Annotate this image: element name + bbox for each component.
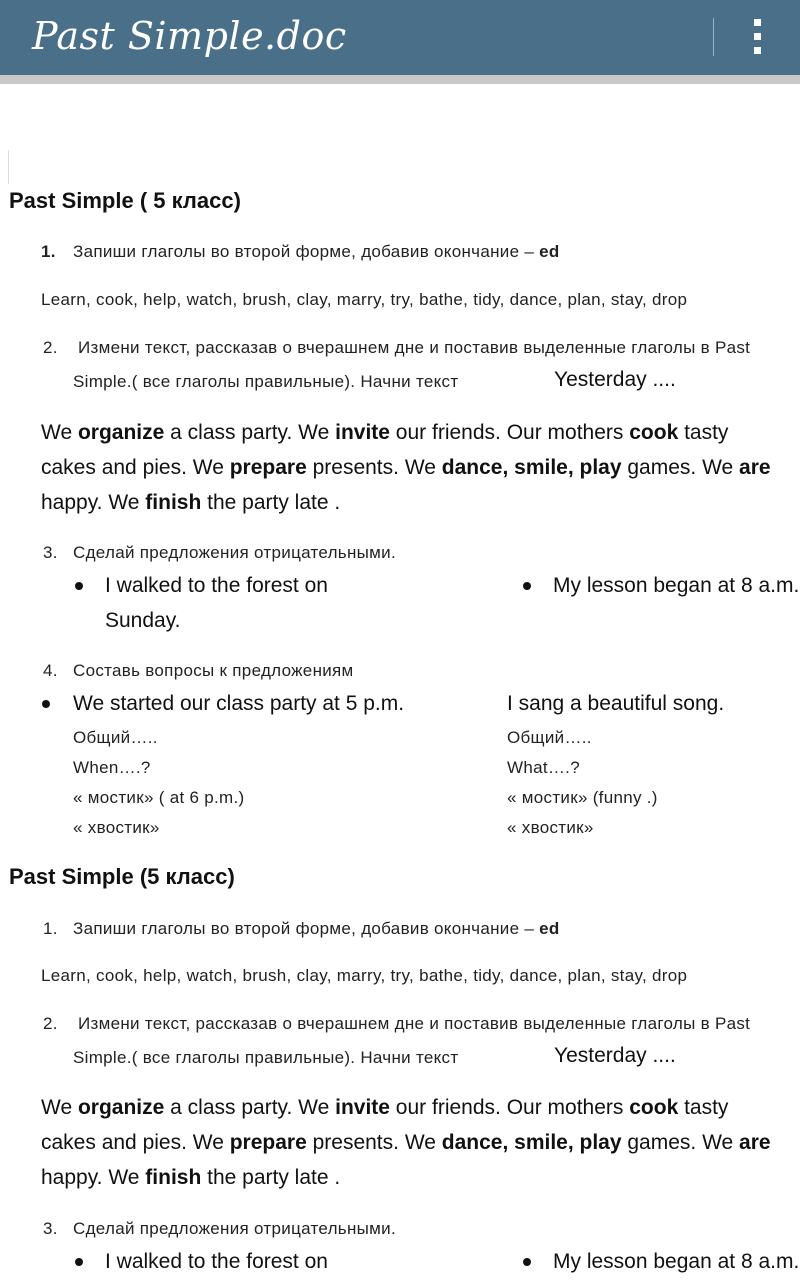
task-number: 3.: [43, 1219, 58, 1238]
paragraph-line: happy. We finish the party late .: [41, 1166, 341, 1189]
task3-instruction: Сделай предложения отрицательными.: [73, 1219, 396, 1238]
question-type: Общий…..: [73, 728, 158, 747]
task1-instruction: Запиши глаголы во второй форме, добавив окончание – ed: [73, 242, 560, 261]
paragraph-line: We organize a class party. We invite our friends. Our mothers cook tasty: [41, 421, 729, 444]
question-type: « хвостик»: [73, 818, 160, 837]
question-sentence: We started our class party at 5 p.m.: [73, 692, 405, 715]
paragraph-line: happy. We finish the party late .: [41, 491, 341, 514]
app-bar: [0, 0, 800, 75]
list-item: I walked to the forest on: [105, 1250, 328, 1273]
list-item: I walked to the forest on: [105, 574, 328, 597]
task3-instruction: Сделай предложения отрицательными.: [73, 543, 396, 562]
list-item-cont: Sunday.: [105, 609, 181, 632]
app-bar-divider: [713, 18, 714, 56]
task2-instruction: Измени текст, рассказав о вчерашнем дне и поставив выделенные глаголы в Past: [78, 1014, 751, 1033]
task2-instruction-cont: Simple.( все глаголы правильные). Начни текст: [73, 372, 459, 391]
section-heading: Past Simple (5 класс): [9, 864, 235, 889]
question-type: « мостик» (funny .): [507, 788, 658, 807]
paragraph-line: cakes and pies. We prepare presents. We dance, smile, play games. We are: [41, 456, 771, 479]
bullet-icon: [42, 700, 50, 708]
paragraph-line: We organize a class party. We invite our friends. Our mothers cook tasty: [41, 1096, 729, 1119]
question-type: « хвостик»: [507, 818, 594, 837]
app-bar-shadow: [0, 75, 800, 84]
task1-instruction: Запиши глаголы во второй форме, добавив окончание – ed: [73, 919, 560, 938]
task-number: 2.: [43, 338, 58, 357]
task-number: 3.: [43, 543, 58, 562]
overflow-menu-icon[interactable]: [745, 16, 771, 58]
question-type: Общий…..: [507, 728, 592, 747]
document-view[interactable]: [0, 84, 800, 1280]
task2-instruction: Измени текст, рассказав о вчерашнем дне и поставив выделенные глаголы в Past: [78, 338, 751, 357]
task-number: 1.: [43, 919, 58, 938]
bullet-icon: [523, 582, 531, 590]
bullet-icon: [75, 582, 83, 590]
page-margin-mark: [8, 150, 11, 184]
list-item: My lesson began at 8 a.m.: [553, 1250, 800, 1273]
bullet-icon: [75, 1258, 83, 1266]
list-item: My lesson began at 8 a.m.: [553, 574, 800, 597]
question-type: « мостик» ( at 6 p.m.): [73, 788, 245, 807]
task-number: 4.: [43, 661, 58, 680]
verb-list: Learn, cook, help, watch, brush, clay, marry, try, bathe, tidy, dance, plan, stay, drop: [41, 290, 688, 309]
question-type: What….?: [507, 758, 580, 777]
task-number: 2.: [43, 1014, 58, 1033]
section-heading: Past Simple ( 5 класс): [9, 188, 241, 213]
paragraph-line: cakes and pies. We prepare presents. We dance, smile, play games. We are: [41, 1131, 771, 1154]
question-type: When….?: [73, 758, 151, 777]
start-word: Yesterday ....: [554, 368, 676, 391]
document-title: Past Simple.doc: [32, 14, 347, 58]
question-sentence: I sang a beautiful song.: [507, 692, 725, 715]
task-number: 1.: [41, 242, 56, 261]
task4-instruction: Составь вопросы к предложениям: [73, 661, 354, 680]
task2-instruction-cont: Simple.( все глаголы правильные). Начни текст: [73, 1048, 459, 1067]
verb-list: Learn, cook, help, watch, brush, clay, marry, try, bathe, tidy, dance, plan, stay, drop: [41, 966, 688, 985]
bullet-icon: [523, 1258, 531, 1266]
start-word: Yesterday ....: [554, 1044, 676, 1067]
